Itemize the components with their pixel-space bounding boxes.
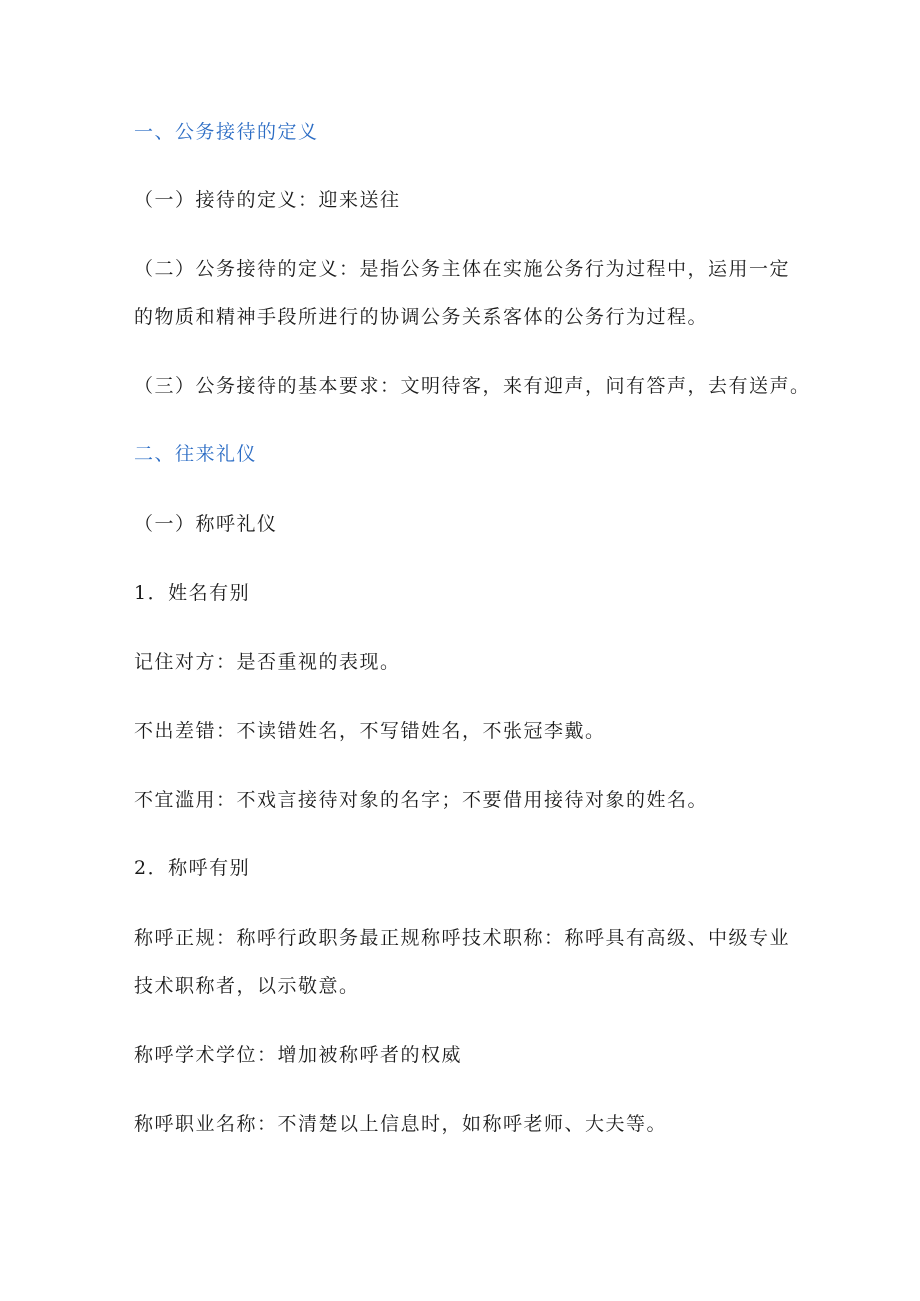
paragraph-no-abuse: 不宜滥用：不戏言接待对象的名字；不要借用接待对象的姓名。 xyxy=(134,789,709,811)
paragraph-no-mistakes: 不出差错：不读错姓名，不写错姓名，不张冠李戴。 xyxy=(134,720,606,742)
section-heading-2: 二、往来礼仪 xyxy=(134,443,258,465)
section-heading-1: 一、公务接待的定义 xyxy=(134,121,319,143)
point-title-forms-of-address: 2．称呼有别 xyxy=(134,857,251,879)
paragraph-formal-address-line1: 称呼正规：称呼行政职务最正规称呼技术职称：称呼具有高级、中级专业 xyxy=(134,927,791,949)
paragraph-remember-names: 记住对方：是否重视的表现。 xyxy=(134,651,401,673)
point-title-names: 1．姓名有别 xyxy=(134,582,251,604)
paragraph-academic-degree: 称呼学术学位：增加被称呼者的权威 xyxy=(134,1044,463,1066)
subheading-address-etiquette: （一）称呼礼仪 xyxy=(134,513,278,535)
paragraph-basic-requirements: （三）公务接待的基本要求：文明待客，来有迎声，问有答声，去有送声。 xyxy=(134,375,811,397)
paragraph-reception-definition: （一）接待的定义：迎来送往 xyxy=(134,189,401,211)
paragraph-formal-address-line2: 技术职称者，以示敬意。 xyxy=(134,975,360,997)
paragraph-official-reception-definition-line1: （二）公务接待的定义：是指公务主体在实施公务行为过程中，运用一定 xyxy=(134,258,791,280)
paragraph-occupation-title: 称呼职业名称：不清楚以上信息时，如称呼老师、大夫等。 xyxy=(134,1113,668,1135)
paragraph-official-reception-definition-line2: 的物质和精神手段所进行的协调公务关系客体的公务行为过程。 xyxy=(134,306,709,328)
